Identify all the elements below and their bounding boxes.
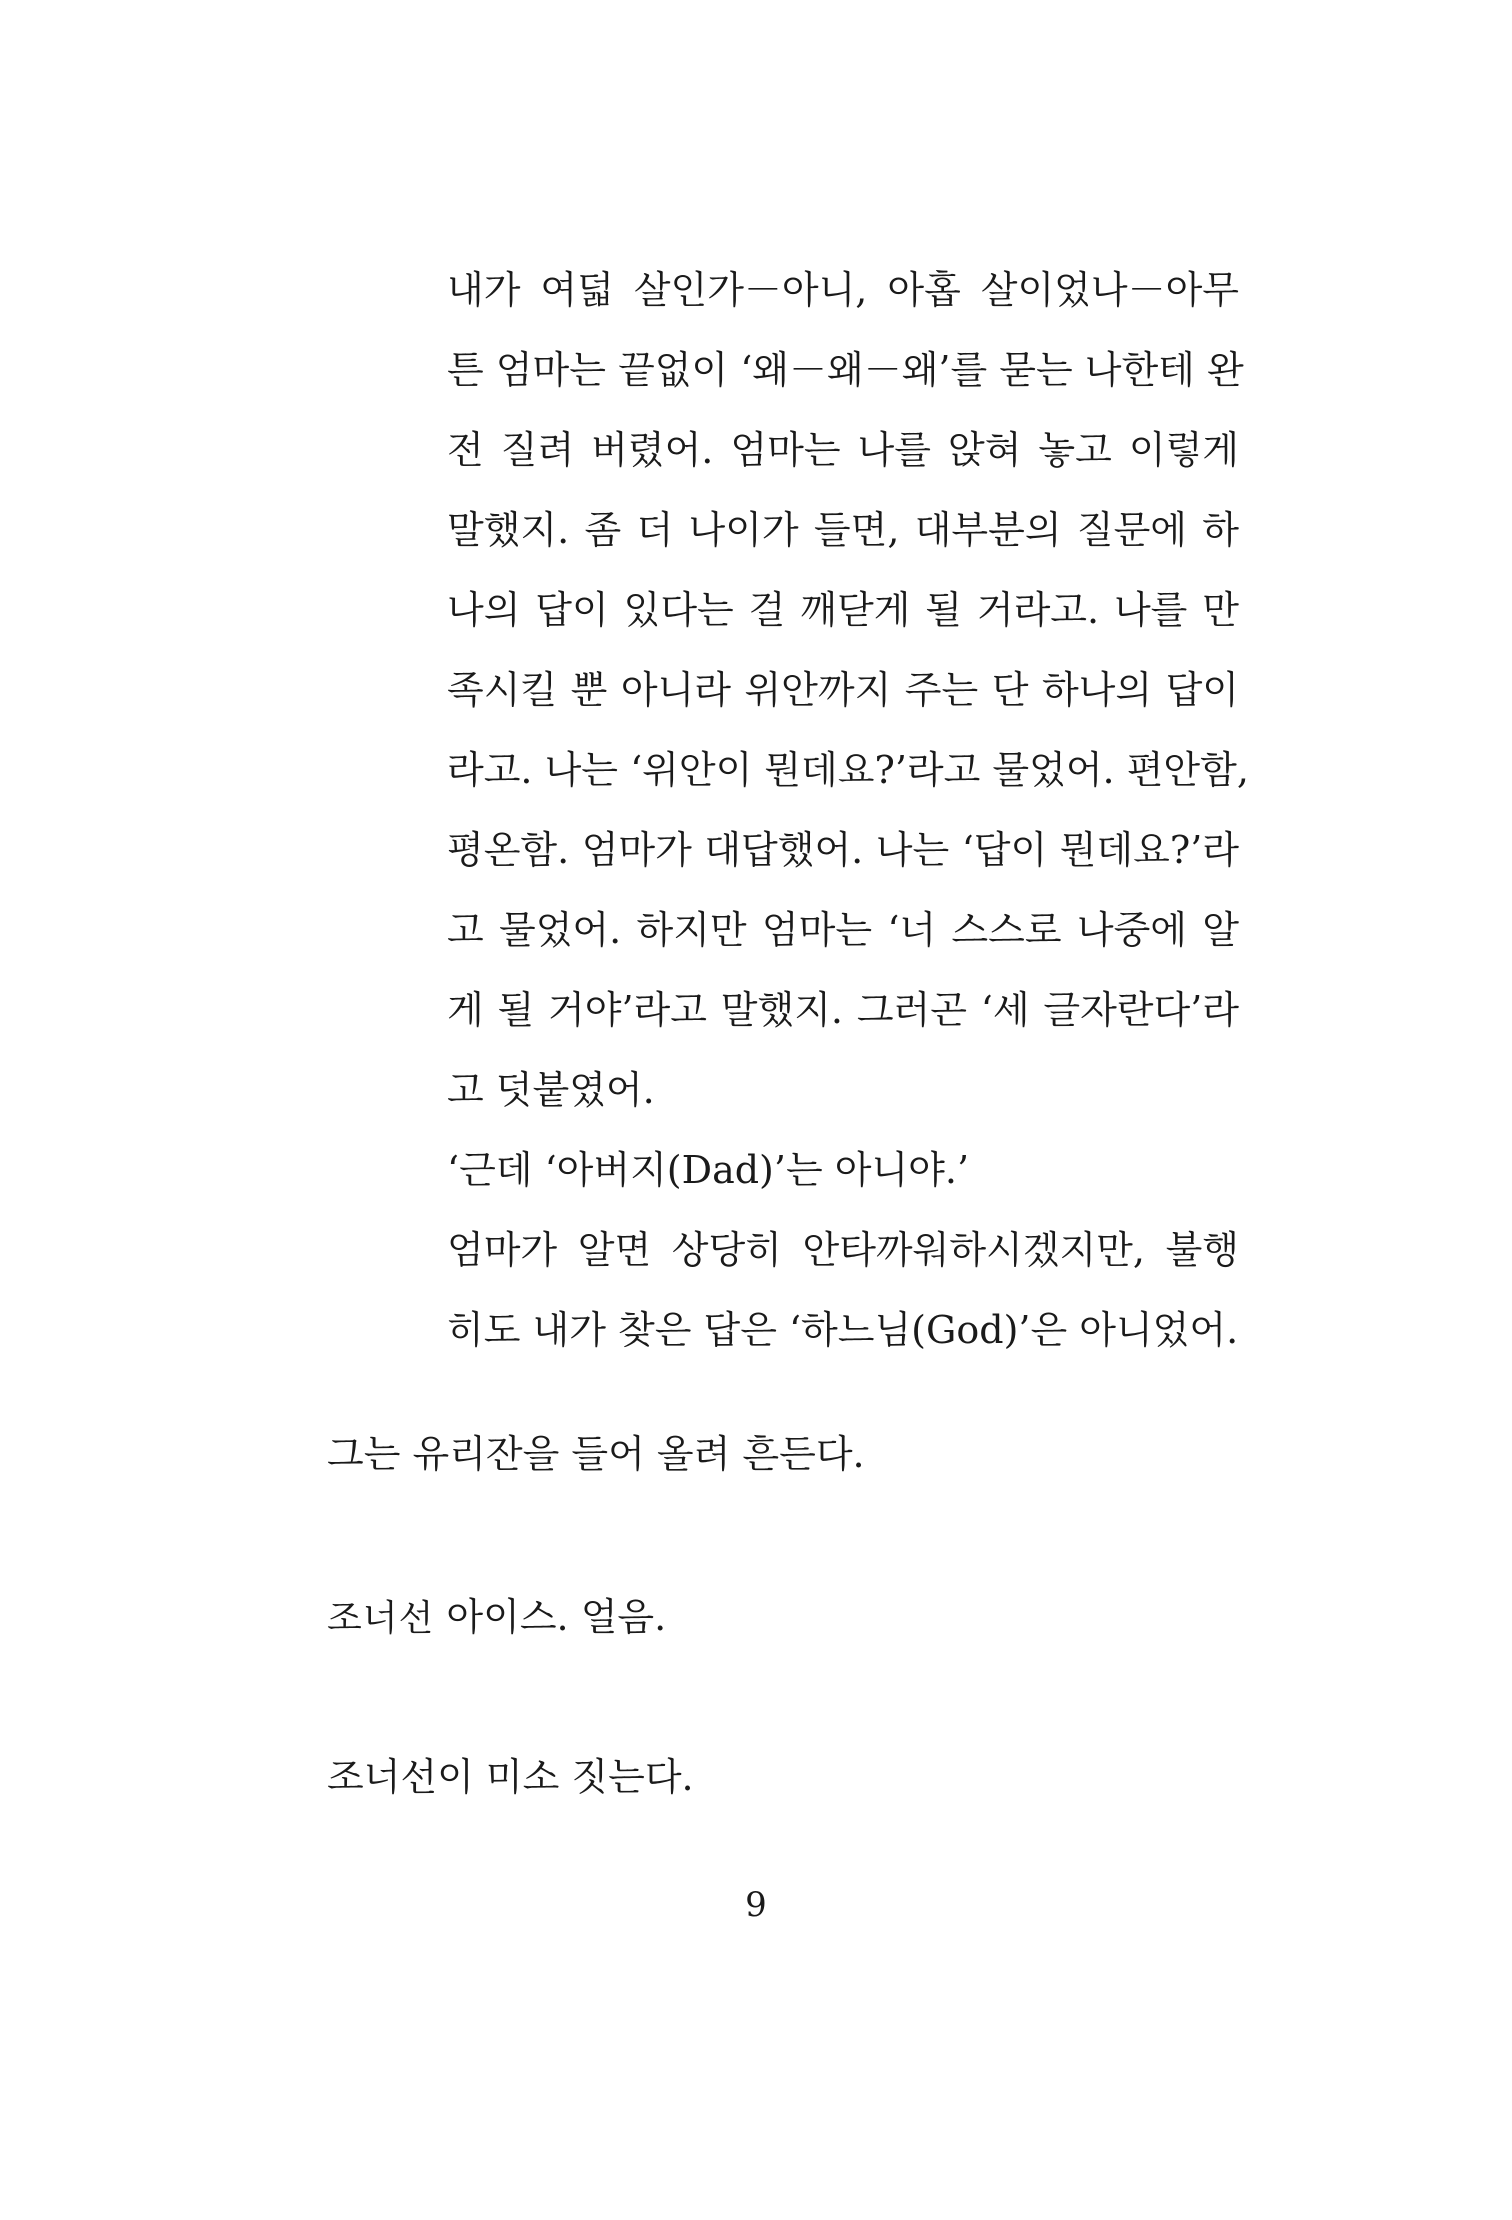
monologue-line: 나의 답이 있다는 걸 깨닫게 될 거라고. 나를 만 [447,588,1239,632]
monologue-line: 게 될 거야’라고 말했지. 그러곤 ‘세 글자란다’라 [447,988,1239,1032]
character-name: 조너선 [327,1598,435,1639]
monologue-line: 튼 엄마는 끝없이 ‘왜－왜－왜’를 묻는 나한테 완 [447,348,1244,392]
monologue-line: 내가 여덟 살인가－아니, 아홉 살이었나－아무 [447,268,1239,312]
stage-direction: 조너선이 미소 짓는다. [327,1755,694,1799]
monologue-block [447,250,1249,1370]
monologue-line: 전 질려 버렸어. 엄마는 나를 앉혀 놓고 이렇게 [447,428,1239,472]
monologue-line: 히도 내가 찾은 답은 ‘하느님(God)’은 아니었어. [447,1308,1239,1352]
page-number: 9 [745,1885,767,1925]
monologue-line: 족시킬 뿐 아니라 위안까지 주는 단 하나의 답이 [447,668,1239,712]
monologue-line: 말했지. 좀 더 나이가 들면, 대부분의 질문에 하 [447,508,1239,552]
monologue-quote-line: ‘근데 ‘아버지(Dad)’는 아니야.’ [447,1148,970,1192]
stage-direction: 그는 유리잔을 들어 올려 흔든다. [327,1432,865,1476]
dialogue-text: 아이스. 얼음. [434,1595,667,1639]
monologue-line: 엄마가 알면 상당히 안타까워하시겠지만, 불행 [447,1228,1239,1272]
monologue-line: 고 덧붙였어. [447,1068,655,1112]
monologue-line: 고 물었어. 하지만 엄마는 ‘너 스스로 나중에 알 [447,908,1239,952]
monologue-line: 라고. 나는 ‘위안이 뭔데요?’라고 물었어. 편안함, [447,748,1249,792]
monologue-line: 평온함. 엄마가 대답했어. 나는 ‘답이 뭔데요?’라 [447,828,1239,872]
dialogue-line [327,1592,666,1644]
